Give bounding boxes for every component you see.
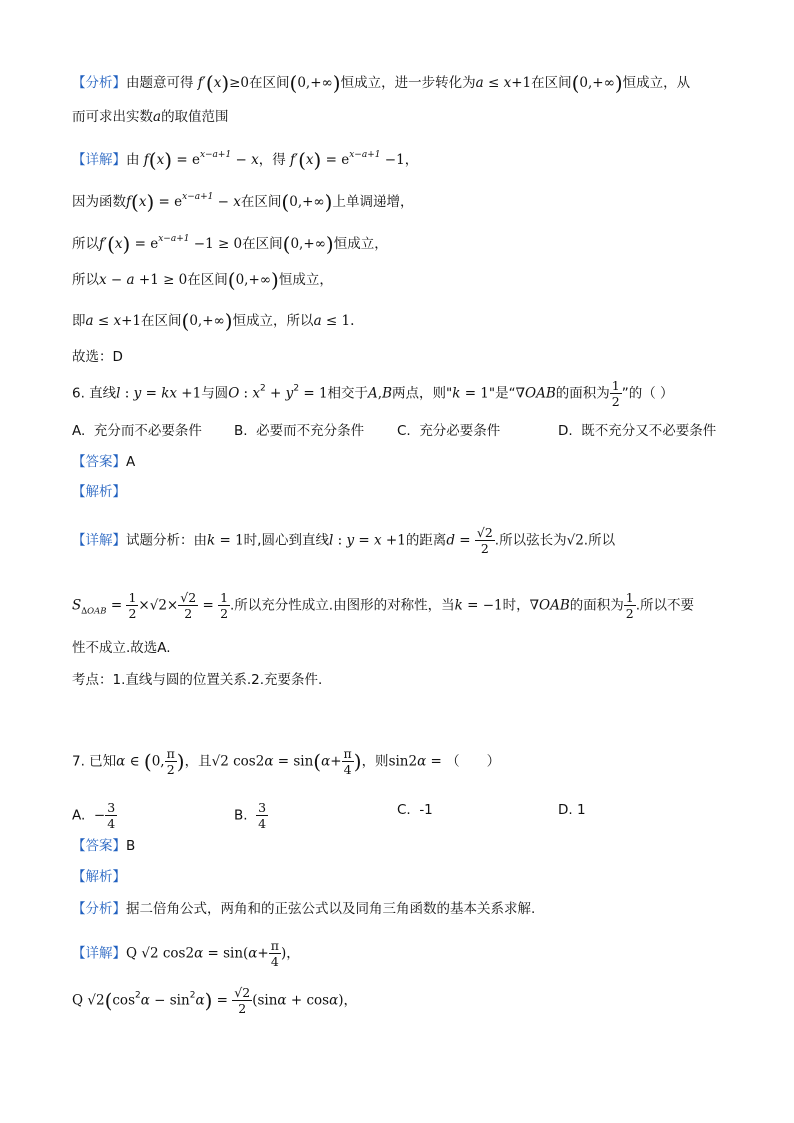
q5-detail-line-2: 因为函数$f(x) = e^{x-a+1} - x$在区间(0,+∞)上单调递增， [72,190,414,214]
q7-stem: 7. 已知α ∈ (0, $\frac{\pi}{2}$ )，且√2 cos2α = sin(α+ $\frac{\pi}{4}$ )，则sin2α = （ ） [72,746,501,777]
q5-detail-line-1: 【详解】由 $f(x) = e^{x-a+1} - x$，得 $f'(x) = e^{x-a+1} -1$， [72,148,419,172]
q7-option-b: B. $\frac{3}{4}$ [234,800,267,831]
q6-kaodian: 考点：1.直线与圆的位置关系.2.充要条件. [72,672,323,688]
q5-conclusion: 故选：D [72,349,123,365]
q7-detail-line-1: 【详解】Q √2 cos2α = sin(α+ $\frac{\pi}{4}$ )， [72,938,300,969]
q6-stem: 6. 直线l : y = kx +1与圆O : $x^2 + y^2 = 1$相交于A,B两点，则"k = 1"是“∇OAB的面积为 $\frac{1}{2}$ ”的（ ） [72,378,674,409]
q6-detail-line-3: 性不成立.故选A. [72,640,171,656]
q5-detail-line-4: 所以x − a +1 ≥ 0在区间(0,+∞)恒成立， [72,268,333,292]
q7-jiexi: 【解析】 [72,869,126,885]
q6-detail-line-2: $S_{\Delta OAB}$ = $\frac{1}{2}$ ×√2× $\frac{√2}{2}$ = $\frac{1}{2}$ .所以充分性成立.由图形的对称性，当k = −1时，∇OAB的面积为 $\frac{1}{2}$ .所以不要 [72,590,695,621]
q6-option-b: B. 必要而不充分条件 [234,423,365,439]
q7-analysis: 【分析】据二倍角公式，两角和的正弦公式以及同角三角函数的基本关系求解. [72,901,536,917]
q6-answer: 【答案】A [72,454,136,470]
q6-option-d: D. 既不充分又不必要条件 [558,423,717,439]
q7-detail-line-2: Q $√2(\cos^2\alpha - \sin^2\alpha)$ = $\frac{√2}{2}$ (sinα + cosα)， [72,985,357,1016]
q5-detail-line-5: 即a ≤ x+1在区间(0,+∞)恒成立，所以a ≤ 1. [72,309,355,333]
q6-jiexi: 【解析】 [72,484,126,500]
q6-option-a: A. 充分而不必要条件 [72,423,202,439]
q7-option-a: A. − $\frac{3}{4}$ [72,800,116,831]
q5-analysis-line-2: 而可求出实数a的取值范围 [72,109,229,125]
q5-analysis-line-1: 【分析】由题意可得 f′(x)≥0在区间(0,+∞)恒成立，进一步转化为a ≤ x+1在区间(0,+∞)恒成立，从 [72,71,691,95]
analysis-tag: 【分析】 [72,75,126,91]
q7-option-c: C. -1 [397,802,433,818]
q7-option-d: D. 1 [558,802,586,818]
q5-detail-line-3: 所以$f'(x) = e^{x-a+1} -1 \ge 0$在区间(0,+∞)恒成立， [72,232,388,256]
q6-option-c: C. 充分必要条件 [397,423,501,439]
q7-answer: 【答案】B [72,838,136,854]
q6-detail-line-1: 【详解】试题分析：由k = 1时,圆心到直线l : y = x +1的距离d = $\frac{√2}{2}$ .所以弦长为√2.所以 [72,525,616,556]
